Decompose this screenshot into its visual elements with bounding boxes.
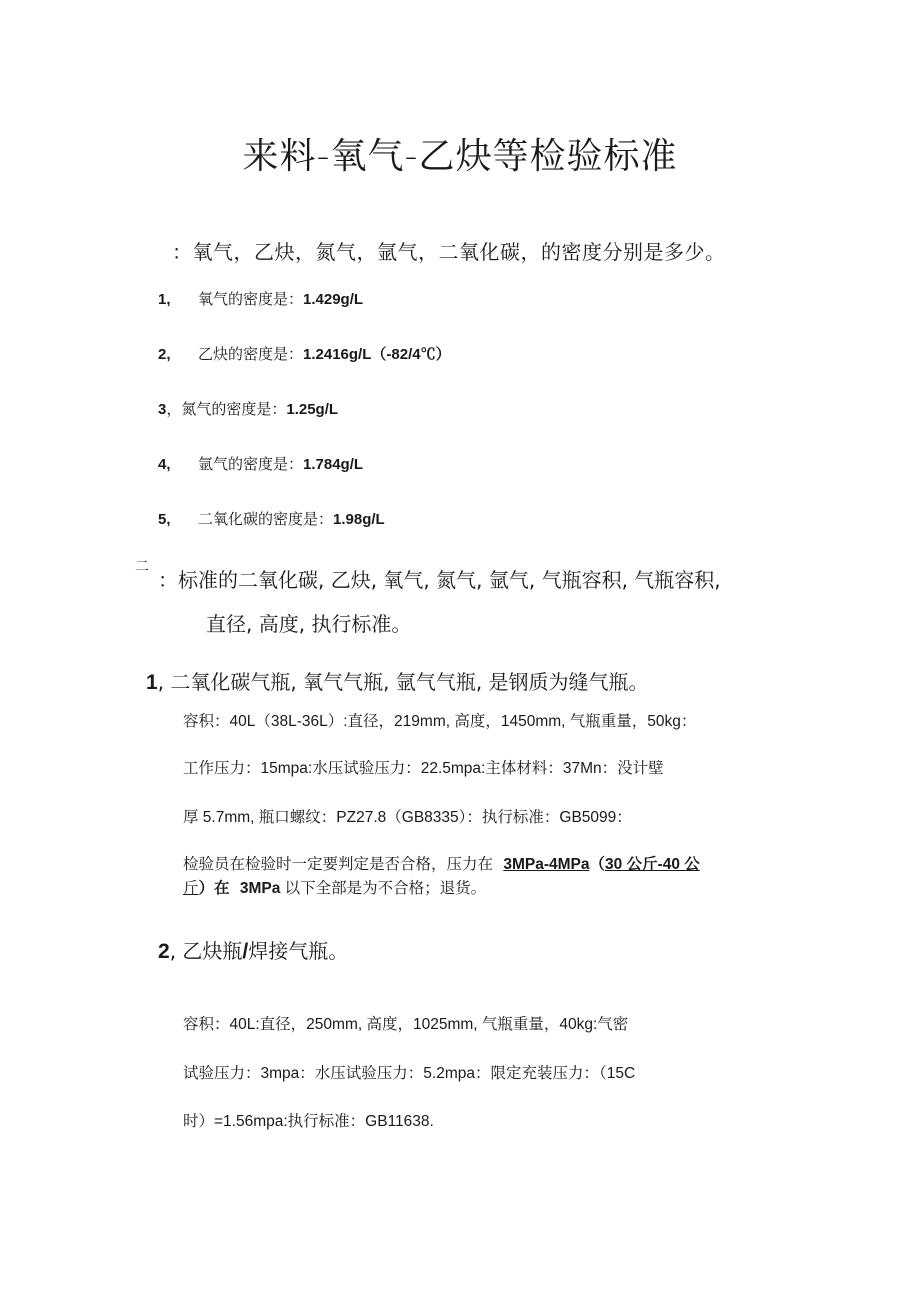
item-value: 1.2416g/L（-82/4℃）	[303, 346, 451, 363]
slash: /	[242, 940, 249, 963]
section2-heading-continued: 直径, 高度, 执行标准。	[206, 612, 412, 636]
text-span: 检验员在检验时一定要判定是否合格，压力在	[183, 856, 494, 873]
item-label: 氩气的密度是：	[198, 455, 304, 473]
item-number: 5,	[158, 511, 171, 528]
subsection2-heading	[158, 935, 348, 964]
text-span: ）在	[198, 880, 230, 897]
paragraph-line	[183, 852, 700, 874]
item-value: 1.429g/L	[303, 291, 364, 308]
item-label: ，氮气的密度是：	[166, 400, 287, 418]
item-number: 4,	[158, 456, 171, 473]
density-item	[158, 453, 363, 474]
item-value: 1.98g/L	[333, 511, 385, 528]
text-span: 斤	[183, 880, 199, 897]
paragraph-line: 容积：40L（38L-36L）:直径，219mm, 高度，1450mm, 气瓶重量，50kg：	[183, 713, 697, 730]
paragraph-line: 试验压力：3mpa：水压试验压力：5.2mpa：限定充装压力：（15C	[183, 1065, 636, 1082]
item-number: 1,	[158, 291, 171, 308]
item-value: 1.784g/L	[303, 456, 364, 473]
document-title: 来料-氧气-乙炔等检验标准	[242, 136, 678, 177]
subsection1-heading	[146, 666, 649, 695]
pressure-range: 3MPa-4MPa	[503, 856, 590, 873]
subsection-title: , 乙炔瓶	[169, 939, 243, 963]
section1-question: ：氧气，乙炔，氮气，氩气，二氧化碳，的密度分别是多少。	[172, 240, 726, 264]
paragraph-line	[183, 876, 486, 898]
paragraph-line: 工作压力：15mpa:水压试验压力：22.5mpa:主体材料：37Mn：没计壁	[183, 760, 664, 777]
text-span: （	[589, 856, 605, 873]
item-number: 3	[158, 401, 167, 418]
paragraph-line: 时）=1.56mpa:执行标准：GB11638.	[183, 1113, 434, 1130]
item-value: 1.25g/L	[286, 401, 339, 418]
density-item	[158, 398, 338, 419]
weight-range: 30 公斤-40 公	[605, 856, 700, 873]
density-item	[158, 288, 363, 309]
pressure-limit: 3MPa	[239, 880, 281, 897]
density-item	[158, 508, 385, 529]
section2-heading: ：标准的二氧化碳, 乙炔, 氧气, 氮气, 氩气, 气瓶容积, 气瓶容积,	[158, 568, 721, 592]
item-label: 氧气的密度是：	[198, 290, 304, 308]
item-label: 乙炔的密度是：	[198, 345, 304, 363]
subsection-number: 1	[146, 671, 158, 694]
subsection-number: 2	[158, 940, 170, 963]
paragraph-line: 厚 5.7mm, 瓶口螺纹：PZ27.8（GB8335）：执行标准：GB5099：	[183, 809, 632, 826]
paragraph-line: 容积：40L:直径，250mm, 高度，1025mm, 气瓶重量，40kg:气密	[183, 1016, 629, 1033]
item-number: 2,	[158, 346, 171, 363]
subsection-title: , 二氧化碳气瓶, 氧气气瓶, 氩气气瓶, 是钢质为缝气瓶。	[157, 670, 649, 694]
subsection-title: 焊接气瓶。	[248, 939, 349, 963]
density-item	[158, 343, 451, 364]
text-span: 以下全部是为不合格；退货。	[284, 880, 487, 897]
item-label: 二氧化碳的密度是：	[198, 510, 334, 528]
section2-marker: 二	[135, 559, 149, 575]
